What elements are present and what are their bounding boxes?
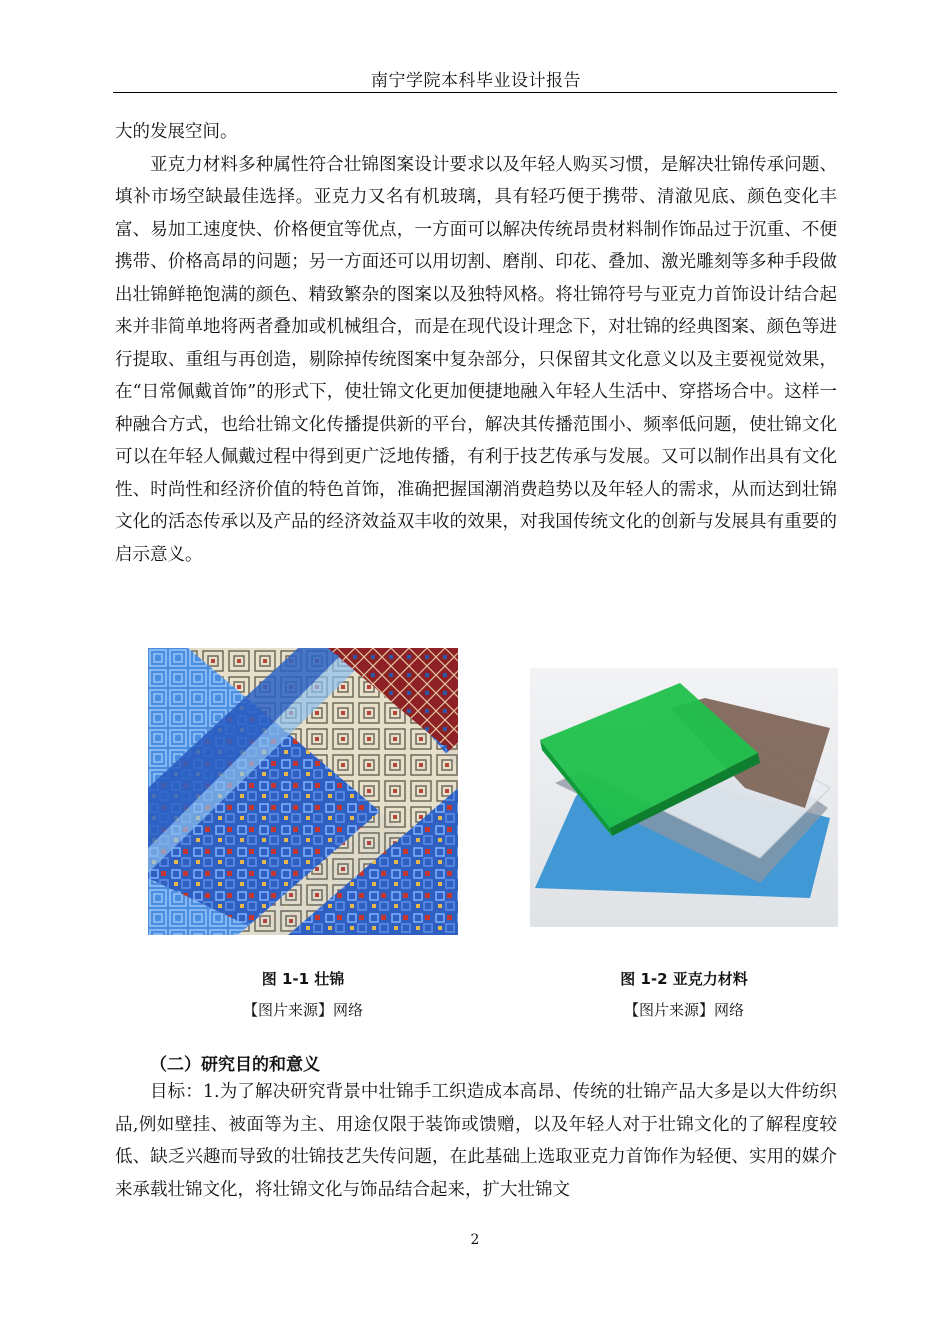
figure-1-2-source: 【图片来源】网络 [623,1001,744,1019]
figure-1-2-title: 图 1-2 亚克力材料 [620,970,748,988]
section-paragraph: 目标：1.为了解决研究背景中壮锦手工织造成本高昂、传统的壮锦产品大多是以大件纺织品,例如壁挂、被面等为主、用途仅限于装饰或馈赠，以及年轻人对于壮锦文化的了解程度较低、缺乏兴趣而导致的壮锦技艺失传问题，在此基础上选取亚克力首饰作为轻便、实用的媒介来承载壮锦文化，将壮锦文化与饰品结合起来，扩大壮锦文 [115,1082,837,1200]
continuation-line: 大的发展空间。 [115,122,238,142]
figure-1-1-caption [148,968,458,1020]
section-body-text [115,1076,837,1206]
section-heading: （二）研究目的和意义 [150,1055,320,1075]
figure-1-1-title: 图 1-1 壮锦 [261,970,345,988]
figure-acrylic-sheets [530,668,838,927]
page-number: 2 [470,1232,480,1248]
body-paragraph: 亚克力材料多种属性符合壮锦图案设计要求以及年轻人购买习惯，是解决壮锦传承问题、填补市场空缺最佳选择。亚克力又名有机玻璃，具有轻巧便于携带、清澈见底、颜色变化丰富、易加工速度快、价格便宜等优点，一方面可以解决传统昂贵材料制作饰品过于沉重、不便携带、价格高昂的问题；另一方面还可以用切割、磨削、印花、叠加、激光雕刻等多种手段做出壮锦鲜艳饱满的颜色、精致繁杂的图案以及独特风格。将壮锦符号与亚克力首饰设计结合起来并非简单地将两者叠加或机械组合，而是在现代设计理念下，对壮锦的经典图案、颜色等进行提取、重组与再创造，剔除掉传统图案中复杂部分，只保留其文化意义以及主要视觉效果，在“日常佩戴首饰”的形式下，使壮锦文化更加便捷地融入年轻人生活中、穿搭场合中。这样一种融合方式，也给壮锦文化传播提供新的平台，解决其传播范围小、频率低问题，使壮锦文化可以在年轻人佩戴过程中得到更广泛地传播，有利于技艺传承与发展。又可以制作出具有文化性、时尚性和经济价值的特色首饰，准确把握国潮消费趋势以及年轻人的需求，从而达到壮锦文化的活态传承以及产品的经济效益双丰收的效果，对我国传统文化的创新与发展具有重要的启示意义。 [115,154,837,565]
figure-zhuang-brocade [148,648,458,935]
figure-1-1-source: 【图片来源】网络 [242,1001,363,1019]
body-text [115,116,837,571]
page-header: 南宁学院本科毕业设计报告 [371,71,581,91]
figure-1-2-caption [530,968,838,1020]
header-rule [113,92,837,93]
